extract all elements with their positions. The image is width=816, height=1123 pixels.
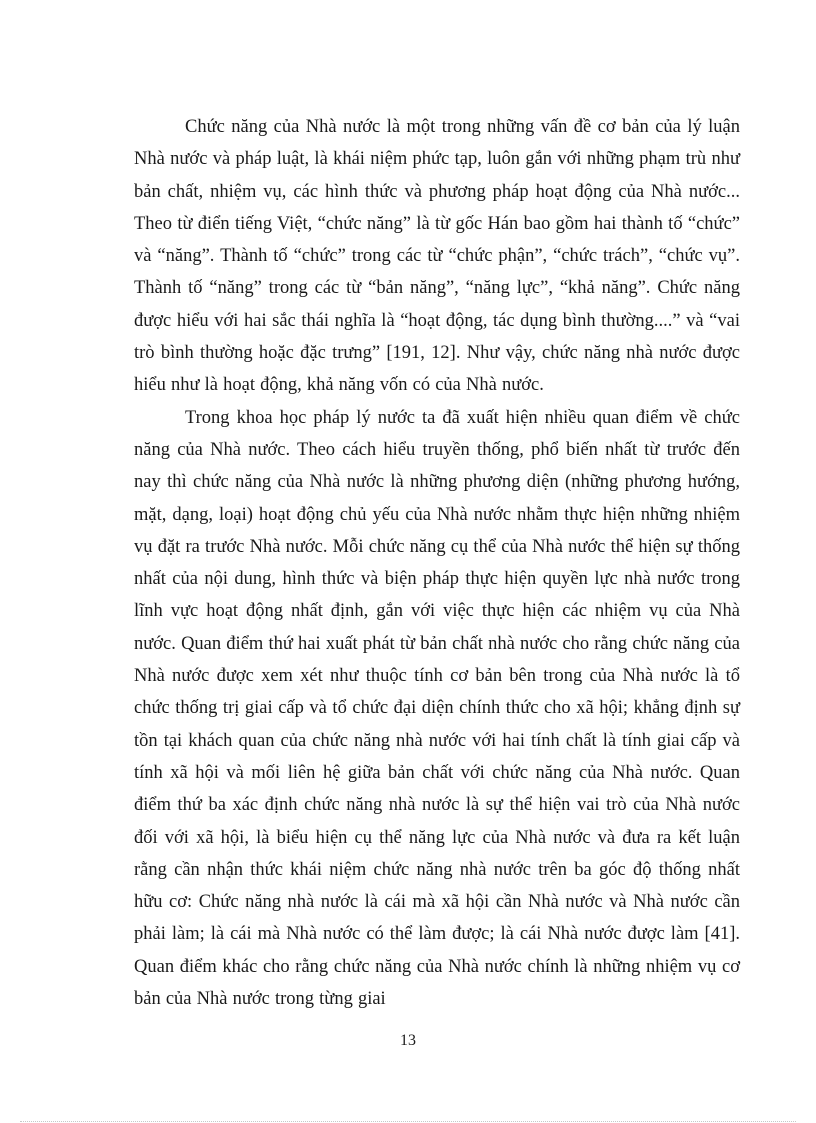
paragraph-1: Chức năng của Nhà nước là một trong những vấn đề cơ bản của lý luận Nhà nước và pháp luật, là khái niệm phức tạp, luôn gắn với những phạm trù như bản chất, nhiệm vụ, các hình thức và phương pháp hoạt động của Nhà nước... Theo từ điển tiếng Việt, “chức năng” là từ gốc Hán bao gồm hai thành tố “chức” và “năng”. Thành tố “chức” trong các từ “chức phận”, “chức trách”, “chức vụ”. Thành tố “năng” trong các từ “bản năng”, “năng lực”, “khả năng”. Chức năng được hiểu với hai sắc thái nghĩa là “hoạt động, tác dụng bình thường....” và “vai trò bình thường hoặc đặc trưng” [191, 12]. Như vậy, chức năng nhà nước được hiểu như là hoạt động, khả năng vốn có của Nhà nước. <box>134 117 740 396</box>
page-number: 13 <box>400 1032 416 1049</box>
paragraph-2: Trong khoa học pháp lý nước ta đã xuất hiện nhiều quan điểm về chức năng của Nhà nước. Theo cách hiểu truyền thống, phổ biến nhất từ trước đến nay thì chức năng của Nhà nước là những phương diện (những phương hướng, mặt, dạng, loại) hoạt động chủ yếu của Nhà nước nhằm thực hiện những nhiệm vụ đặt ra trước Nhà nước. Mỗi chức năng cụ thể của Nhà nước thể hiện sự thống nhất của nội dung, hình thức và biện pháp thực hiện quyền lực nhà nước trong lĩnh vực hoạt động nhất định, gắn với việc thực hiện các nhiệm vụ của Nhà nước. Quan điểm thứ hai xuất phát từ bản chất nhà nước cho rằng chức năng của Nhà nước được xem xét như thuộc tính cơ bản bên trong của Nhà nước là tổ chức thống trị giai cấp và tổ chức đại diện chính thức cho xã hội; khẳng định sự tồn tại khách quan của chức năng nhà nước với hai tính chất là tính giai cấp và tính xã hội và mối liên hệ giữa bản chất với chức năng của Nhà nước. Quan điểm thứ ba xác định chức năng nhà nước là sự thể hiện vai trò của Nhà nước đối với xã hội, là biểu hiện cụ thể năng lực của Nhà nước và đưa ra kết luận rằng cần nhận thức khái niệm chức năng nhà nước trên ba góc độ thống nhất hữu cơ: Chức năng nhà nước là cái mà xã hội cần Nhà nước và Nhà nước cần phải làm; là cái mà Nhà nước có thể làm được; là cái Nhà nước được làm [41]. Quan điểm khác cho rằng chức năng của Nhà nước chính là những nhiệm vụ cơ bản của Nhà nước trong từng giai <box>134 407 740 1010</box>
body-text <box>134 111 740 1015</box>
page-bottom-divider <box>20 1121 796 1122</box>
